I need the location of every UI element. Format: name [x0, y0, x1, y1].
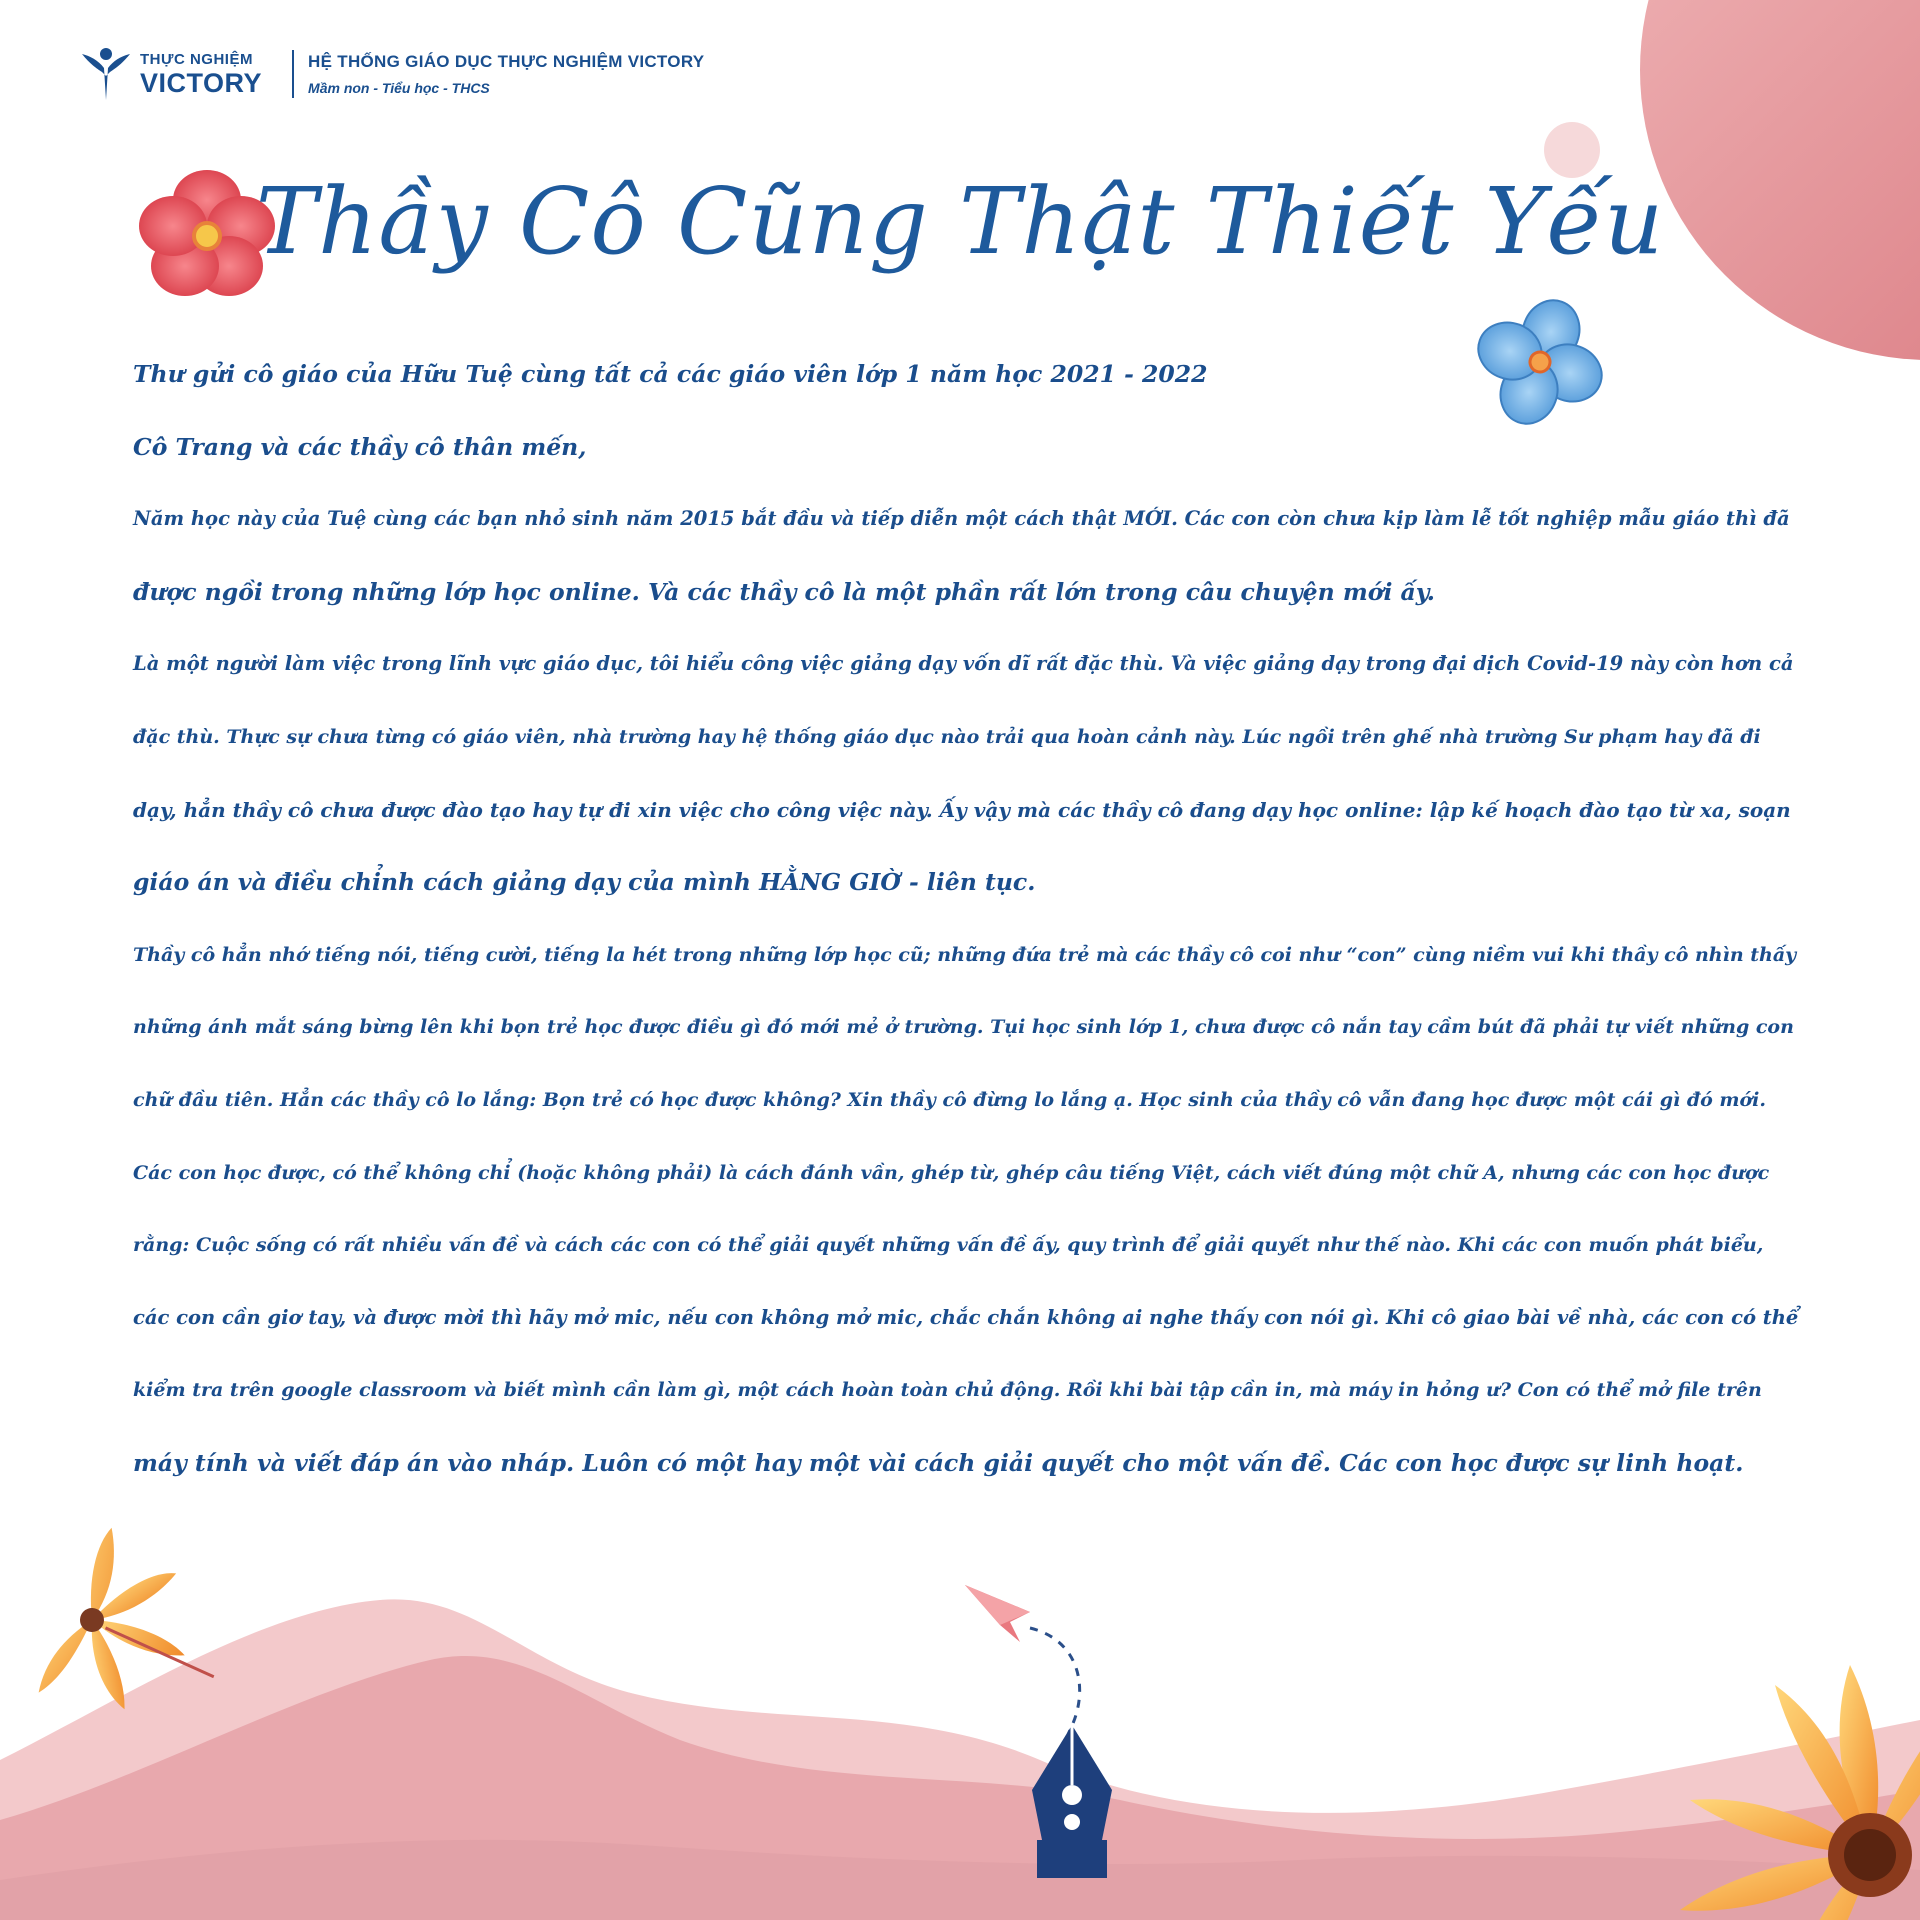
letter-line: đặc thù. Thực sự chưa từng có giáo viên, nhà trường hay hệ thống giáo dục nào trải qua hoàn cảnh này. Lúc ngồi trên ghế nhà trường Sư phạm hay đã đi — [133, 725, 1761, 748]
letter-subtitle: Thư gửi cô giáo của Hữu Tuệ cùng tất cả các giáo viên lớp 1 năm học 2021 - 2022 — [133, 360, 1208, 388]
letter-line: kiểm tra trên google classroom và biết mình cần làm gì, một cách hoàn toàn chủ động. Rồi khi bài tập cần in, mà máy in hỏng ư? Con có thể mở file trên — [133, 1379, 1762, 1402]
letter-line: những ánh mắt sáng bừng lên khi bọn trẻ học được điều gì đó mới mẻ ở trường. Tụi học sinh lớp 1, chưa được cô nắn tay cầm bút đã phải tự viết những con — [133, 1016, 1794, 1039]
letter-line: máy tính và viết đáp án vào nháp. Luôn có một hay một vài cách giải quyết cho một vấn đề. Các con học được sự linh hoạt. — [133, 1448, 1744, 1477]
system-levels: Mầm non - Tiểu học - THCS — [308, 80, 490, 96]
letter-line: Năm học này của Tuệ cùng các bạn nhỏ sinh năm 2015 bắt đầu và tiếp diễn một cách thật MỚI. Các con còn chưa kịp làm lễ tốt nghiệp mẫu giáo thì đã — [133, 507, 1790, 531]
system-info — [308, 52, 704, 96]
letter-line: Là một người làm việc trong lĩnh vực giáo dục, tôi hiểu công việc giảng dạy vốn dĩ rất đặc thù. Và việc giảng dạy trong đại dịch Covid-19 này còn hơn cả — [133, 652, 1794, 676]
logo-bottom-text: VICTORY — [140, 67, 263, 98]
system-name: HỆ THỐNG GIÁO DỤC THỰC NGHIỆM VICTORY — [308, 52, 705, 71]
header-divider — [292, 50, 294, 98]
logo-top-text: THỰC NGHIỆM — [140, 50, 253, 68]
letter-line: được ngồi trong những lớp học online. Và các thầy cô là một phần rất lớn trong câu chuyện mới ấy. — [133, 577, 1435, 606]
letter-line: Các con học được, có thể không chỉ (hoặc không phải) là cách đánh vần, ghép từ, ghép câu tiếng Việt, cách viết đúng một chữ A, nhưng các con học được — [133, 1161, 1770, 1184]
letter-body — [133, 338, 1803, 1500]
letter-line: giáo án và điều chỉnh cách giảng dạy của mình HẰNG GIỜ - liên tục. — [133, 868, 1036, 897]
letter-line: chữ đầu tiên. Hẳn các thầy cô lo lắng: Bọn trẻ có học được không? Xin thầy cô đừng lo lắng ạ. Học sinh của thầy cô vẫn đang học được một cái gì đó mới. — [133, 1088, 1767, 1111]
letter-line: rằng: Cuộc sống có rất nhiều vấn đề và cách các con có thể giải quyết những vấn đề ấy, quy trình để giải quyết như thế nào. Khi các con muốn phát biểu, — [133, 1234, 1764, 1257]
letter-greeting: Cô Trang và các thầy cô thân mến, — [133, 432, 587, 461]
victory-logo-icon — [80, 46, 132, 102]
pink-hills — [0, 1599, 1920, 1920]
letter-line: dạy, hẳn thầy cô chưa được đào tạo hay tự đi xin việc cho công việc này. Ấy vậy mà các thầy cô đang dạy học online: lập kế hoạch đào tạo từ xa, soạn — [133, 797, 1791, 822]
letter-line: các con cần giơ tay, và được mời thì hãy mở mic, nếu con không mở mic, chắc chắn không ai nghe thấy con nói gì. Khi cô giao bài về nhà, các con có thể — [133, 1305, 1799, 1329]
logo-wordmark — [140, 52, 262, 97]
pen-nib-icon — [1032, 1725, 1112, 1878]
letter-line: Thầy cô hẳn nhớ tiếng nói, tiếng cười, tiếng la hét trong những lớp học cũ; những đứa trẻ mà các thầy cô coi như “con” cùng niềm vui khi thầy cô nhìn thấy — [133, 943, 1797, 966]
header — [80, 44, 704, 104]
page-title: Thầy Cô Cũng Thật Thiết Yếu — [255, 168, 1665, 275]
